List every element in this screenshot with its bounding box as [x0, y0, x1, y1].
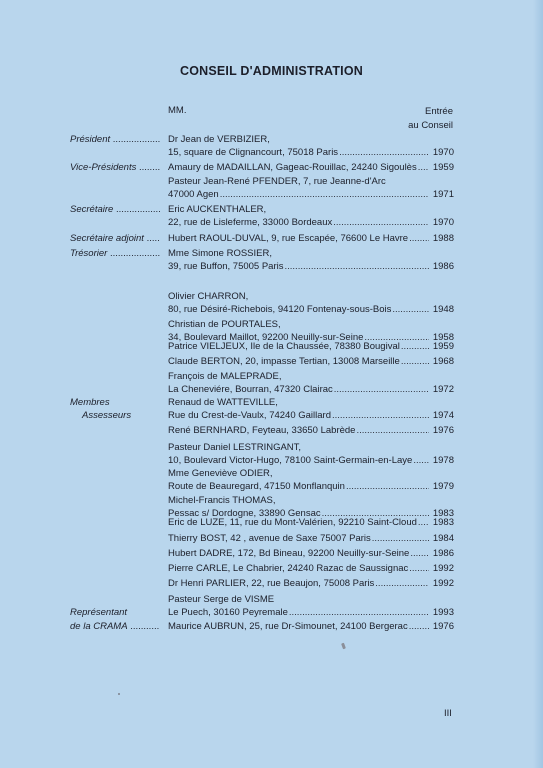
entry-line: 15, square de Clignancourt, 75018 Paris ..... 1970	[168, 146, 454, 159]
entry-18	[168, 547, 454, 560]
header-entree	[395, 105, 453, 133]
entry-line: Amaury de MADAILLAN, Gageac-Rouillac, 24240 Sigoulès ..... 1959	[168, 161, 454, 174]
entry-4	[168, 232, 454, 245]
entry-line: Mme Geneviève ODIER,	[168, 468, 273, 479]
role-secretaire-adjoint: Secrétaire adjoint .....	[70, 232, 160, 245]
entry-line: René BERNHARD, Feyteau, 33650 Labrède ..... 1976	[168, 424, 454, 437]
entry-17	[168, 532, 454, 545]
role-representant: Représentant	[70, 607, 128, 618]
entry-line: 47000 Agen ..... 1971	[168, 188, 454, 201]
entry-8	[168, 340, 454, 353]
page-title: CONSEIL D'ADMINISTRATION	[179, 64, 363, 78]
entry-line: Mme Simone ROSSIER,	[168, 248, 272, 259]
entry-6	[168, 290, 454, 316]
entry-line: Pasteur Jean-René PFENDER, 7, rue Jeanne-d'Arc	[168, 176, 386, 187]
entry-line: Christian de POURTALES,	[168, 319, 281, 330]
entry-line: Rue du Crest-de-Vaulx, 74240 Gaillard ..... 1974	[168, 409, 454, 422]
entry-line: François de MALEPRADE,	[168, 371, 282, 382]
entry-line: Route de Beauregard, 47150 Monflanquin ..... 1979	[168, 480, 454, 493]
entry-line: Pierre CARLE, Le Chabrier, 24240 Razac de Saussignac ..... 1992	[168, 562, 454, 575]
entry-line: Hubert DADRE, 172, Bd Bineau, 92200 Neuilly-sur-Seine ..... 1986	[168, 547, 454, 560]
scan-speck	[341, 643, 346, 650]
header-mm: MM.	[168, 105, 187, 116]
entry-line: 34, Boulevard Maillot, 92200 Neuilly-sur-Seine ..... 1958	[168, 331, 454, 344]
entry-20	[168, 577, 454, 590]
entry-line: Dr Henri PARLIER, 22, rue Beaujon, 75008 Paris ..... 1992	[168, 577, 454, 590]
entry-line: 22, rue de Lisleferme, 33000 Bordeaux ..... 1970	[168, 216, 454, 229]
entry-line: 39, rue Buffon, 75005 Paris ..... 1986	[168, 260, 454, 273]
entry-line: Maurice AUBRUN, 25, rue Dr-Simounet, 24100 Bergerac ..... 1976	[168, 620, 454, 633]
role-secretaire: Secrétaire .....	[70, 203, 160, 216]
entry-line: Hubert RAOUL-DUVAL, 9, rue Escapée, 76600 Le Havre ..... 1988	[168, 232, 454, 245]
entry-21	[168, 593, 454, 619]
entry-22	[168, 620, 454, 633]
role-vice-presidents: Vice-Présidents .....	[70, 161, 160, 174]
entry-9	[168, 355, 454, 368]
entry-13	[168, 441, 454, 467]
entry-line: 10, Boulevard Victor-Hugo, 78100 Saint-Germain-en-Laye ..... 1978	[168, 454, 454, 467]
entry-3	[168, 203, 454, 229]
page-number: III	[444, 708, 452, 719]
role-tresorier: Trésorier .....	[70, 247, 160, 260]
header-entree-line2: au Conseil	[408, 120, 453, 131]
entry-14	[168, 467, 454, 493]
entry-5	[168, 247, 454, 273]
entry-line: Thierry BOST, 42 , avenue de Saxe 75007 Paris ..... 1984	[168, 532, 454, 545]
entry-line: Pasteur Daniel LESTRINGANT,	[168, 442, 302, 453]
entry-line: Pessac s/ Dordogne, 33890 Gensac ..... 1983	[168, 507, 454, 520]
entry-line: Le Puech, 30160 Peyremale ..... 1993	[168, 606, 454, 619]
entry-line: Patrice VIELJEUX, Ile de la Chaussée, 78380 Bougival ..... 1959	[168, 340, 454, 353]
entry-line: Dr Jean de VERBIZIER,	[168, 134, 270, 145]
role-president: Président .....	[70, 133, 160, 146]
entry-12	[168, 424, 454, 437]
entry-19	[168, 562, 454, 575]
entry-line: Olivier CHARRON,	[168, 291, 249, 302]
entry-line: Eric de LUZE, 11, rue du Mont-Valérien, 92210 Saint-Cloud ..... 1983	[168, 516, 454, 529]
entry-line: Michel-Francis THOMAS,	[168, 495, 276, 506]
entry-10	[168, 370, 454, 396]
entry-line: Renaud de WATTEVILLE,	[168, 397, 278, 408]
entry-16	[168, 516, 454, 529]
entry-2	[168, 175, 454, 201]
entry-line: 80, rue Désiré-Richebois, 94120 Fontenay-sous-Bois ..... 1948	[168, 303, 454, 316]
entry-line: Eric AUCKENTHALER,	[168, 204, 267, 215]
entry-line: Claude BERTON, 20, impasse Tertian, 13008 Marseille ..... 1968	[168, 355, 454, 368]
entry-1	[168, 161, 454, 174]
page-edge-shadow	[533, 0, 543, 768]
entry-0	[168, 133, 454, 159]
entry-line: La Cheneviére, Bourran, 47320 Clairac ..... 1972	[168, 383, 454, 396]
scan-speck	[118, 693, 120, 695]
entry-11	[168, 396, 454, 422]
header-entree-line1: Entrée	[425, 106, 453, 117]
role-assesseurs: Assesseurs	[82, 410, 132, 421]
role-membres: Membres	[70, 397, 110, 408]
role-crama: de la CRAMA .....	[70, 620, 160, 633]
entry-line: Pasteur Serge de VISME	[168, 594, 275, 605]
